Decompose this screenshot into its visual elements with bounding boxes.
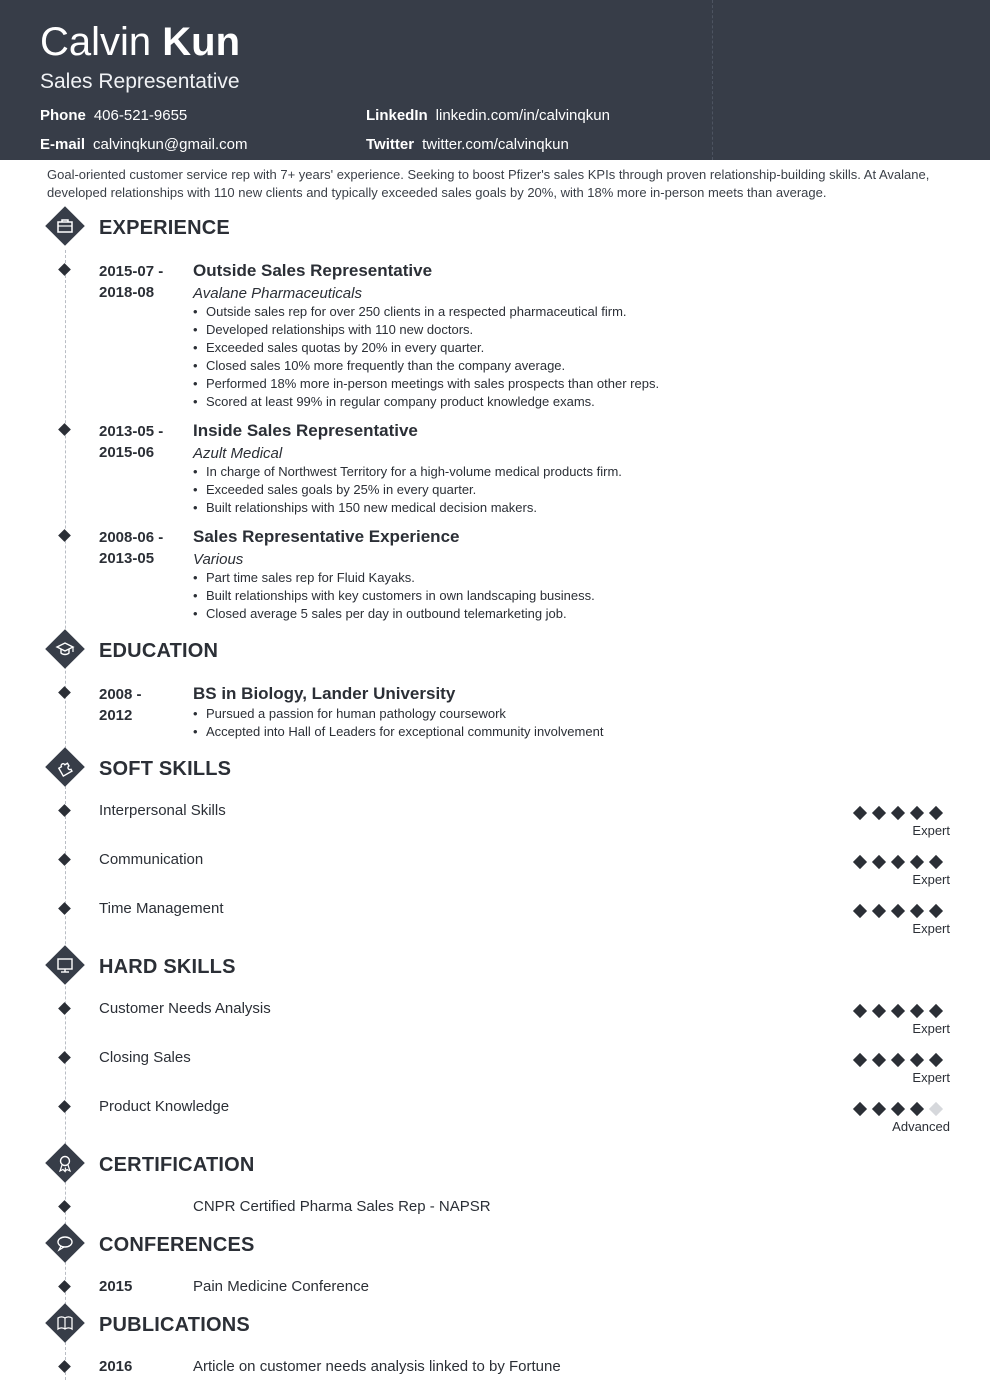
list-item: • Part time sales rep for Fluid Kayaks. [193,569,595,587]
rating-diamond-filled [910,855,924,869]
first-name: Calvin [40,20,152,64]
rating-diamond-filled [929,1053,943,1067]
job-date-end: 2013-05 [99,550,155,567]
rating-diamond-filled [872,1102,886,1116]
skill-level: Expert [912,1021,950,1036]
education-date-start: 2008 - [99,686,142,703]
candidate-name [40,20,240,64]
job-date-start: 2008-06 - [99,529,164,546]
skill-rating [850,806,950,822]
twitter-value[interactable]: twitter.com/calvinqkun [422,136,569,153]
education-date-end: 2012 [99,707,133,724]
rating-diamond-filled [853,904,867,918]
contact-twitter [366,136,569,154]
education-bullets [193,705,603,741]
section-title-publications: PUBLICATIONS [99,1314,250,1336]
profile-summary: Goal-oriented customer service rep with 7+ years' experience. Seeking to boost Pfizer's sales KPIs through proven relationship-building skills. At Avalane, developed relationships with 110 new clients and typically exceeded sales goals by 20%, with 18% more in-person meets than average. [47,167,930,200]
phone-value[interactable]: 406-521-9655 [93,107,188,124]
graduation-cap-icon [45,629,85,669]
job-date-end: 2018-08 [99,284,155,301]
monitor-icon [45,945,85,985]
rating-diamond-filled [853,806,867,820]
section-title-education: EDUCATION [99,640,219,662]
timeline-marker [58,529,71,542]
linkedin-label: LinkedIn [366,107,428,124]
section-title-hard-skills: HARD SKILLS [99,956,236,978]
rating-diamond-filled [891,1004,905,1018]
timeline-marker [58,804,71,817]
phone-label: Phone [40,107,86,124]
list-item: • Built relationships with key customers in own landscaping business. [193,587,595,605]
job-date-start: 2015-07 - [99,263,164,280]
rating-diamond-filled [891,1053,905,1067]
timeline-marker [58,1051,71,1064]
briefcase-icon [45,206,85,246]
twitter-label: Twitter [366,136,415,153]
rating-diamond-filled [910,1102,924,1116]
rating-diamond-filled [929,904,943,918]
skill-rating [850,904,950,920]
company-name: Azult Medical [193,445,283,462]
job-title: Sales Representative Experience [193,527,460,546]
skill-name: Customer Needs Analysis [99,1000,271,1017]
rating-diamond-filled [891,855,905,869]
section-title-conferences: CONFERENCES [99,1234,255,1256]
certification-name: CNPR Certified Pharma Sales Rep - NAPSR [193,1198,491,1215]
rating-diamond-filled [872,904,886,918]
rating-diamond-filled [929,855,943,869]
linkedin-value[interactable]: linkedin.com/in/calvinqkun [435,107,610,124]
timeline-marker [58,686,71,699]
rating-diamond-filled [853,1053,867,1067]
last-name: Kun [162,20,241,64]
skill-level: Expert [912,1070,950,1085]
contact-phone [40,107,187,125]
rating-diamond-filled [929,1004,943,1018]
list-item: • Outside sales rep for over 250 clients in a respected pharmaceutical firm. [193,303,659,321]
section-title-soft-skills: SOFT SKILLS [99,758,232,780]
job-bullets [193,463,622,517]
resume-header [0,0,990,160]
timeline-marker [58,1360,71,1373]
list-item: • Pursued a passion for human pathology coursework [193,705,603,723]
email-value[interactable]: calvinqkun@gmail.com [93,136,248,153]
rating-diamond-filled [929,806,943,820]
publication-year: 2016 [99,1358,133,1375]
list-item: • Closed sales 10% more frequently than the company average. [193,357,659,375]
contact-linkedin [366,107,610,125]
rating-diamond-filled [853,1102,867,1116]
list-item: • Performed 18% more in-person meetings with sales prospects than other reps. [193,375,659,393]
skill-rating [850,1053,950,1069]
list-item: • Developed relationships with 110 new doctors. [193,321,659,339]
skill-level: Advanced [892,1119,950,1134]
company-name: Various [193,551,244,568]
skill-level: Expert [912,823,950,838]
list-item: • In charge of Northwest Territory for a high-volume medical products firm. [193,463,622,481]
puzzle-icon [45,747,85,787]
rating-diamond-filled [891,904,905,918]
rating-diamond-filled [853,855,867,869]
skill-rating [850,855,950,871]
list-item: • Exceeded sales goals by 25% in every quarter. [193,481,622,499]
rating-diamond-filled [910,1004,924,1018]
rating-diamond-filled [872,1053,886,1067]
skill-level: Expert [912,872,950,887]
company-name: Avalane Pharmaceuticals [193,285,362,302]
rating-diamond-filled [872,855,886,869]
section-title-experience: EXPERIENCE [99,217,230,239]
job-bullets [193,569,595,623]
list-item: • Accepted into Hall of Leaders for exceptional community involvement [193,723,603,741]
skill-level: Expert [912,921,950,936]
skill-name: Communication [99,851,204,868]
timeline-marker [58,902,71,915]
award-ribbon-icon [45,1143,85,1183]
open-book-icon [45,1303,85,1343]
skill-name: Interpersonal Skills [99,802,226,819]
timeline-marker [58,263,71,276]
rating-diamond-empty [929,1102,943,1116]
skill-name: Product Knowledge [99,1098,230,1115]
rating-diamond-filled [891,806,905,820]
rating-diamond-filled [910,806,924,820]
header-divider [712,0,713,160]
timeline-marker [58,1002,71,1015]
skill-name: Closing Sales [99,1049,191,1066]
job-title: Inside Sales Representative [193,421,418,440]
rating-diamond-filled [872,806,886,820]
email-label: E-mail [40,136,86,153]
list-item: • Closed average 5 sales per day in outbound telemarketing job. [193,605,595,623]
rating-diamond-filled [872,1004,886,1018]
timeline-marker [58,1100,71,1113]
contact-email [40,136,247,154]
list-item: • Built relationships with 150 new medical decision makers. [193,499,622,517]
degree-title: BS in Biology, Lander University [193,684,456,703]
section-title-certification: CERTIFICATION [99,1154,255,1176]
skill-name: Time Management [99,900,224,917]
speech-bubble-icon [45,1223,85,1263]
rating-diamond-filled [910,904,924,918]
rating-diamond-filled [853,1004,867,1018]
list-item: • Exceeded sales quotas by 20% in every quarter. [193,339,659,357]
conference-year: 2015 [99,1278,133,1295]
job-title-heading: Sales Representative [40,70,240,93]
list-item: • Scored at least 99% in regular company product knowledge exams. [193,393,659,411]
job-title: Outside Sales Representative [193,261,433,280]
timeline-marker [58,423,71,436]
rating-diamond-filled [891,1102,905,1116]
publication-name: Article on customer needs analysis linked to by Fortune [193,1358,561,1375]
rating-diamond-filled [910,1053,924,1067]
conference-name: Pain Medicine Conference [193,1278,369,1295]
timeline-marker [58,1200,71,1213]
skill-rating [850,1102,950,1118]
job-bullets [193,303,659,411]
timeline-marker [58,1280,71,1293]
job-date-end: 2015-06 [99,444,155,461]
job-date-start: 2013-05 - [99,423,164,440]
skill-rating [850,1004,950,1020]
timeline-marker [58,853,71,866]
